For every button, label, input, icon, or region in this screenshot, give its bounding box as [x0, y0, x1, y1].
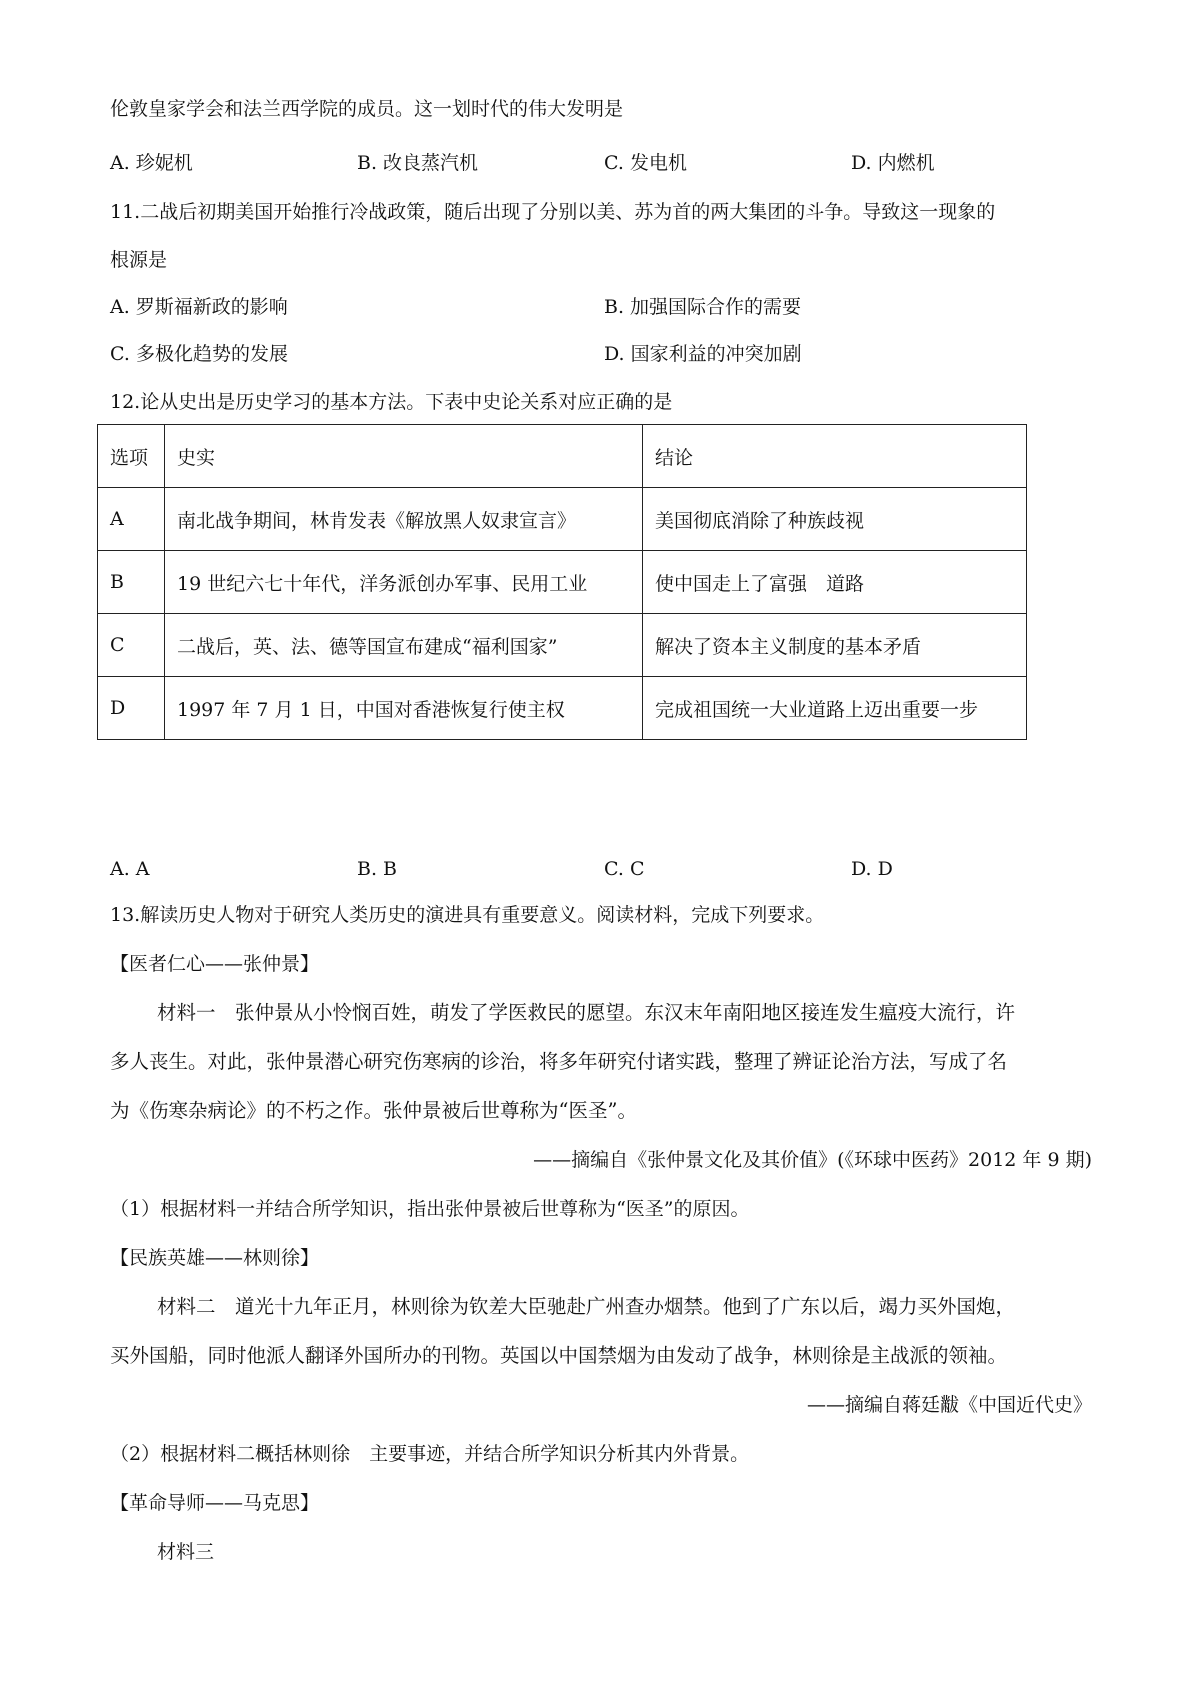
row-option: A: [98, 488, 165, 551]
q12-option-c: C. C: [604, 858, 645, 880]
table-row: [98, 551, 1027, 614]
q10-option-d: D. 内燃机: [851, 152, 935, 174]
history-argument-table: [97, 424, 1027, 740]
q13-stem: 13.解读历史人物对于研究人类历史的演进具有重要意义。阅读材料，完成下列要求。: [110, 904, 825, 926]
q11-stem-line1: 11.二战后初期美国开始推行冷战政策，随后出现了分别以美、苏为首的两大集团的斗争。导致这一现象的: [110, 201, 996, 223]
table-row: [98, 488, 1027, 551]
question-2: （2）根据材料二概括林则徐 主要事迹，并结合所学知识分析其内外背景。: [110, 1443, 750, 1465]
material2-source: ——摘编自蒋廷黻《中国近代史》: [806, 1394, 1092, 1416]
q10-option-b: B. 改良蒸汽机: [357, 152, 479, 174]
q11-option-c: C. 多极化趋势的发展: [110, 343, 288, 365]
q12-option-a: A. A: [110, 858, 150, 880]
header-fact: 史实: [165, 425, 643, 488]
q11-option-b: B. 加强国际合作的需要: [604, 296, 802, 318]
section2-heading: 【民族英雄——林则徐】: [110, 1247, 320, 1269]
q11-option-a: A. 罗斯福新政的影响: [110, 296, 288, 318]
q11-stem-line2: 根源是: [110, 249, 168, 271]
row-conclusion: 使中国走上了富强 道路: [643, 551, 1027, 614]
row-fact: 19 世纪六七十年代，洋务派创办军事、民用工业: [165, 551, 643, 614]
q11-option-d: D. 国家利益的冲突加剧: [604, 343, 802, 365]
row-option: C: [98, 614, 165, 677]
q12-option-b: B. B: [357, 858, 398, 880]
row-fact: 二战后，英、法、德等国宣布建成“福利国家”: [165, 614, 643, 677]
material1-source: ——摘编自《张仲景文化及其价值》(《环球中医药》2012 年 9 期): [533, 1149, 1092, 1171]
row-option: D: [98, 677, 165, 740]
row-conclusion: 完成祖国统一大业道路上迈出重要一步: [643, 677, 1027, 740]
header-conclusion: 结论: [643, 425, 1027, 488]
material2-line1: 材料二 道光十九年正月，林则徐为钦差大臣驰赴广州查办烟禁。他到了广东以后，竭力买外国炮，: [157, 1295, 1016, 1318]
row-fact: 1997 年 7 月 1 日，中国对香港恢复行使主权: [165, 677, 643, 740]
table-row: [98, 614, 1027, 677]
question-1: （1）根据材料一并结合所学知识，指出张仲景被后世尊称为“医圣”的原因。: [110, 1198, 750, 1220]
row-conclusion: 解决了资本主义制度的基本矛盾: [643, 614, 1027, 677]
section3-heading: 【革命导师——马克思】: [110, 1492, 320, 1514]
material2-line2: 买外国船，同时他派人翻译外国所办的刊物。英国以中国禁烟为由发动了战争，林则徐是主战派的领袖。: [110, 1344, 1008, 1367]
header-option: 选项: [98, 425, 165, 488]
q10-option-a: A. 珍妮机: [110, 152, 193, 174]
row-fact: 南北战争期间，林肯发表《解放黑人奴隶宣言》: [165, 488, 643, 551]
q12-option-d: D. D: [851, 858, 893, 880]
material1-line2: 多人丧生。对此，张仲景潜心研究伤寒病的诊治，将多年研究付诸实践，整理了辨证论治方法，写成了名: [110, 1050, 1008, 1073]
row-conclusion: 美国彻底消除了种族歧视: [643, 488, 1027, 551]
table-header-row: [98, 425, 1027, 488]
material1-line1: 材料一 张仲景从小怜悯百姓，萌发了学医救民的愿望。东汉末年南阳地区接连发生瘟疫大流行，许: [157, 1001, 1016, 1024]
material3-label: 材料三: [157, 1541, 215, 1563]
row-option: B: [98, 551, 165, 614]
material1-line3: 为《伤寒杂病论》的不朽之作。张仲景被后世尊称为“医圣”。: [110, 1099, 637, 1122]
q10-stem-end: 伦敦皇家学会和法兰西学院的成员。这一划时代的伟大发明是: [110, 98, 624, 120]
q12-stem: 12.论从史出是历史学习的基本方法。下表中史论关系对应正确的是: [110, 391, 673, 413]
q10-option-c: C. 发电机: [604, 152, 687, 174]
table-row: [98, 677, 1027, 740]
section1-heading: 【医者仁心——张仲景】: [110, 953, 320, 975]
